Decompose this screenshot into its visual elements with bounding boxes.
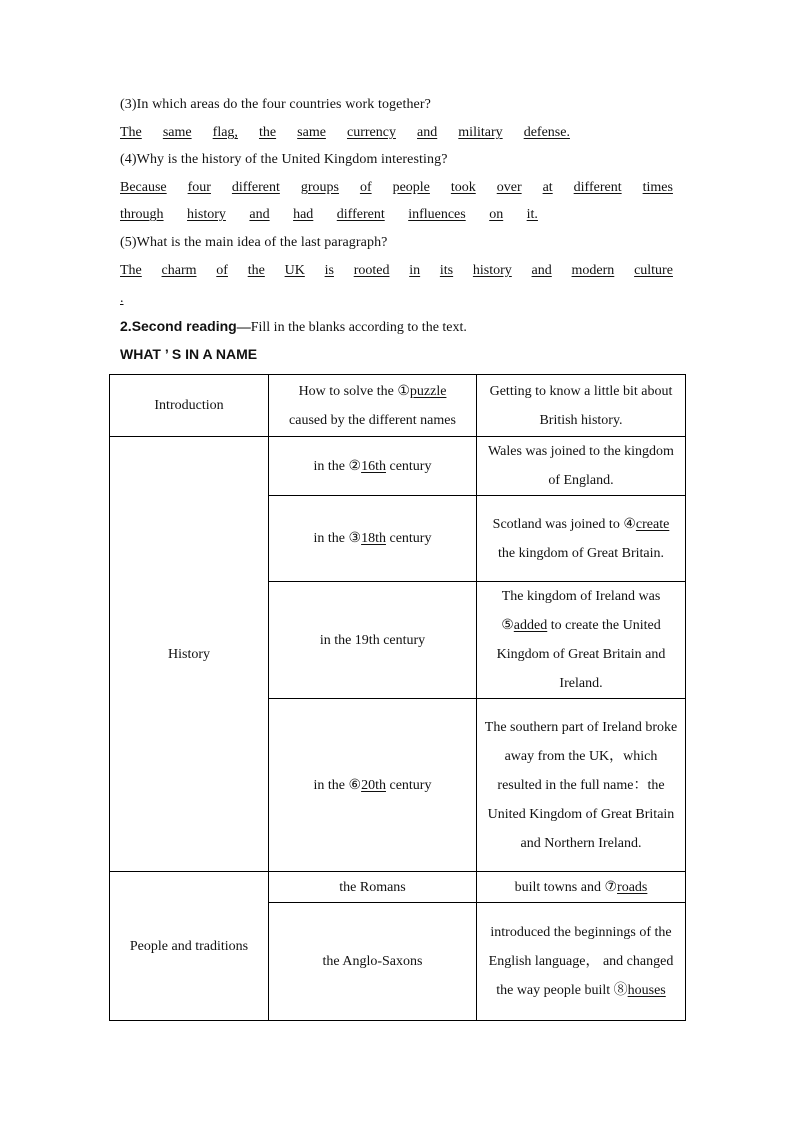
answer-word: different [573,180,622,195]
answer-word: The [120,125,142,140]
answer-word: and [249,207,270,222]
answer-word: times [642,180,673,195]
question-4: (4)Why is the history of the United Kingdom interesting? [120,152,448,167]
answer-word: is [324,263,334,278]
people-group-2: the Anglo-Saxons [269,903,477,1021]
history-period-4: in the ⑥20th century [269,699,477,872]
answer-word: the [258,125,277,140]
history-period-1: in the ②16th century [269,437,477,496]
answer-word: modern [571,263,615,278]
table-row-people-1 [110,872,686,903]
table-title: WHAT ’ S IN A NAME [120,346,258,362]
answer-word: of [359,180,372,195]
answer-word: Because [120,180,167,195]
answer-word: influences [408,207,466,222]
section-number: 2 [120,318,128,334]
section-title: Second reading [131,318,237,334]
answer-puzzle: puzzle [409,383,447,399]
history-label: History [110,437,269,872]
answer-word: through [120,207,164,222]
section-dash: — [236,320,251,335]
answer-word: defense. [523,125,570,140]
answer-word: same [162,125,192,140]
answer-word: had [293,207,314,222]
summary-table [109,374,686,1021]
table-row-history-1 [110,437,686,496]
section-instruction: Fill in the blanks according to the text. [250,320,467,335]
answer-word: it. [526,207,538,222]
answer-word: The [120,263,142,278]
answer-word: on [489,207,504,222]
history-event-3: The kingdom of Ireland was ⑤added to create the United Kingdom of Great Britain and Ireland. [477,582,686,699]
history-event-1: Wales was joined to the kingdom of England. [477,437,686,496]
answer-word: in [409,263,421,278]
answer-word: four [187,180,211,195]
answer-word: history [472,263,512,278]
answer-4-line-2 [120,207,538,223]
history-event-4: The southern part of Ireland broke away from the UK，which resulted in the full name：the United Kingdom of Great Britain and Northern Ireland. [477,699,686,872]
answer-word: its [439,263,454,278]
answer-word: took [450,180,476,195]
answer-word: at [542,180,553,195]
answer-word: UK [284,263,305,278]
answer-3 [120,125,570,141]
answer-word: flag, [212,125,238,140]
answer-word: different [231,180,280,195]
answer-5-line-1 [120,263,673,279]
blank-number: ① [397,383,410,399]
answer-word: groups [300,180,339,195]
answer-word: the [247,263,265,278]
answer-word: rooted [353,263,390,278]
intro-middle: How to solve the ①puzzle caused by the different names [269,375,477,437]
history-event-2: Scotland was joined to ④create the kingdom of Great Britain. [477,496,686,582]
people-contribution-2: introduced the beginnings of the English language， and changed the way people built ⑧houses [477,903,686,1021]
answer-word: history [187,207,226,222]
people-group-1: the Romans [269,872,477,903]
answer-word: same [297,125,326,140]
answer-word: culture [634,263,673,278]
answer-word: different [336,207,385,222]
answer-word: people [392,180,430,195]
history-period-3: in the 19th century [269,582,477,699]
answer-word: currency [346,125,396,140]
answer-5-line-2: . [120,291,124,306]
history-period-2: in the ③18th century [269,496,477,582]
answer-4-line-1 [120,180,673,196]
answer-word: and [417,125,438,140]
table-row-introduction [110,375,686,437]
section-2-heading: 2.Second reading—Fill in the blanks according to the text. [120,318,467,335]
intro-right: Getting to know a little bit about British history. [477,375,686,437]
answer-word: of [216,263,228,278]
answer-word: over [496,180,522,195]
question-5: (5)What is the main idea of the last paragraph? [120,235,388,250]
answer-word: and [531,263,552,278]
answer-word: charm [161,263,197,278]
question-3: (3)In which areas do the four countries work together? [120,97,431,112]
intro-label: Introduction [110,375,269,437]
people-label: People and traditions [110,872,269,1021]
answer-word: military [458,125,503,140]
people-contribution-1: built towns and ⑦roads [477,872,686,903]
